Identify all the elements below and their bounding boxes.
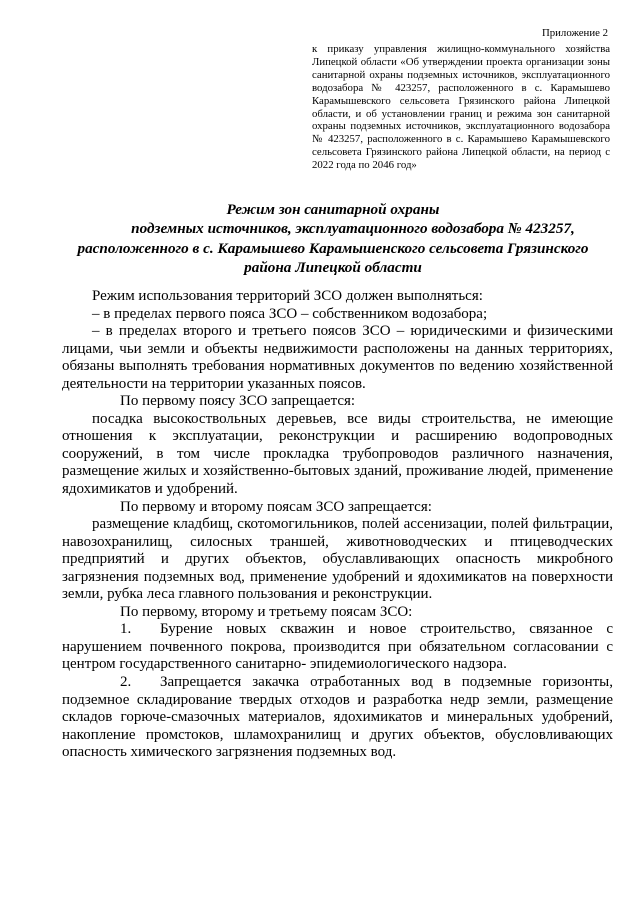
section-heading: По первому поясу ЗСО запрещается: <box>120 393 356 410</box>
numbered-item <box>62 674 613 762</box>
appendix-text: к приказу управления жилищно-коммунального хозяйства Липецкой области «Об утверждении проекта организации зоны санитарной охраны подземных источников, эксплуатационного водозабора № 423257, расположенного в с. Карамышево Карамышевского сельсовета Грязинского района Липецкой области, и об установлении границ и режима зон санитарной охраны подземных источников, эксплуатационного водозабора № 423257, расположенного в с. Карамышево Карамышевского сельсовета Грязинского района Липецкой области, на период с 2022 года по 2046 год» <box>312 43 610 172</box>
title-line: района Липецкой области <box>244 259 422 277</box>
section-heading: По первому и второму поясам ЗСО запрещается: <box>120 498 432 515</box>
numbered-item <box>62 621 613 674</box>
document-title <box>40 200 626 278</box>
title-line: подземных источников, эксплуатационного водозабора № 423257, <box>131 220 575 238</box>
appendix-label: Приложение 2 <box>541 27 608 39</box>
item-number: 2. <box>120 674 132 691</box>
section-heading: По первому, второму и третьему поясам ЗСО: <box>120 603 413 620</box>
body-paragraph: – в пределах первого пояса ЗСО – собственником водозабора; <box>92 305 488 322</box>
body-paragraph: Режим использования территорий ЗСО должен выполняться: <box>92 288 483 304</box>
body-paragraph: посадка высокоствольных деревьев, все виды строительства, не имеющие отношения к эксплуатации, реконструкции и расширению водопроводных сооружений, в том числе прокладка трубопроводов различного назначения, размещение жилых и хозяйственно-бытовых зданий, проживание людей, применение ядохимикатов и удобрений. <box>62 410 613 498</box>
title-line: Режим зон санитарной охраны <box>226 201 440 218</box>
title-line: расположенного в с. Карамышево Карамышенского сельсовета Грязинского <box>77 239 589 257</box>
body-paragraph: размещение кладбищ, скотомогильников, полей ассенизации, полей фильтрации, навозохранилищ, силосных траншей, животноводческих и птицеводческих предприятий и других объектов, обуславливающих опасность микробного загрязнения подземных вод, применение удобрений и ядохимикатов на поверхности земли, рубка леса главного пользования и реконструкции. <box>62 516 613 603</box>
item-number: 1. <box>120 621 132 638</box>
item-text: Запрещается закачка отработанных вод в подземные горизонты, подземное складирование твердых отходов и разработка недр земли, размещение складов горюче-смазочных материалов, ядохимикатов и минеральных удобрений, накопление промстоков, шламохранилищ и других объектов, обусловливающих опасность химического загрязнения подземных вод. <box>62 674 613 761</box>
item-text: Бурение новых скважин и новое строительство, связанное с нарушением почвенного покрова, производится при обязательном согласовании с центром государственного санитарно- эпидемиологического надзора. <box>62 621 613 673</box>
document-body <box>62 288 613 762</box>
body-paragraph: – в пределах второго и третьего поясов ЗСО – юридическими и физическими лицами, чьи земли и объекты недвижимости расположены на данных территориях, обязаны выполнять требования нормативных документов по ведению хозяйственной деятельности на территории указанных поясов. <box>62 323 613 392</box>
